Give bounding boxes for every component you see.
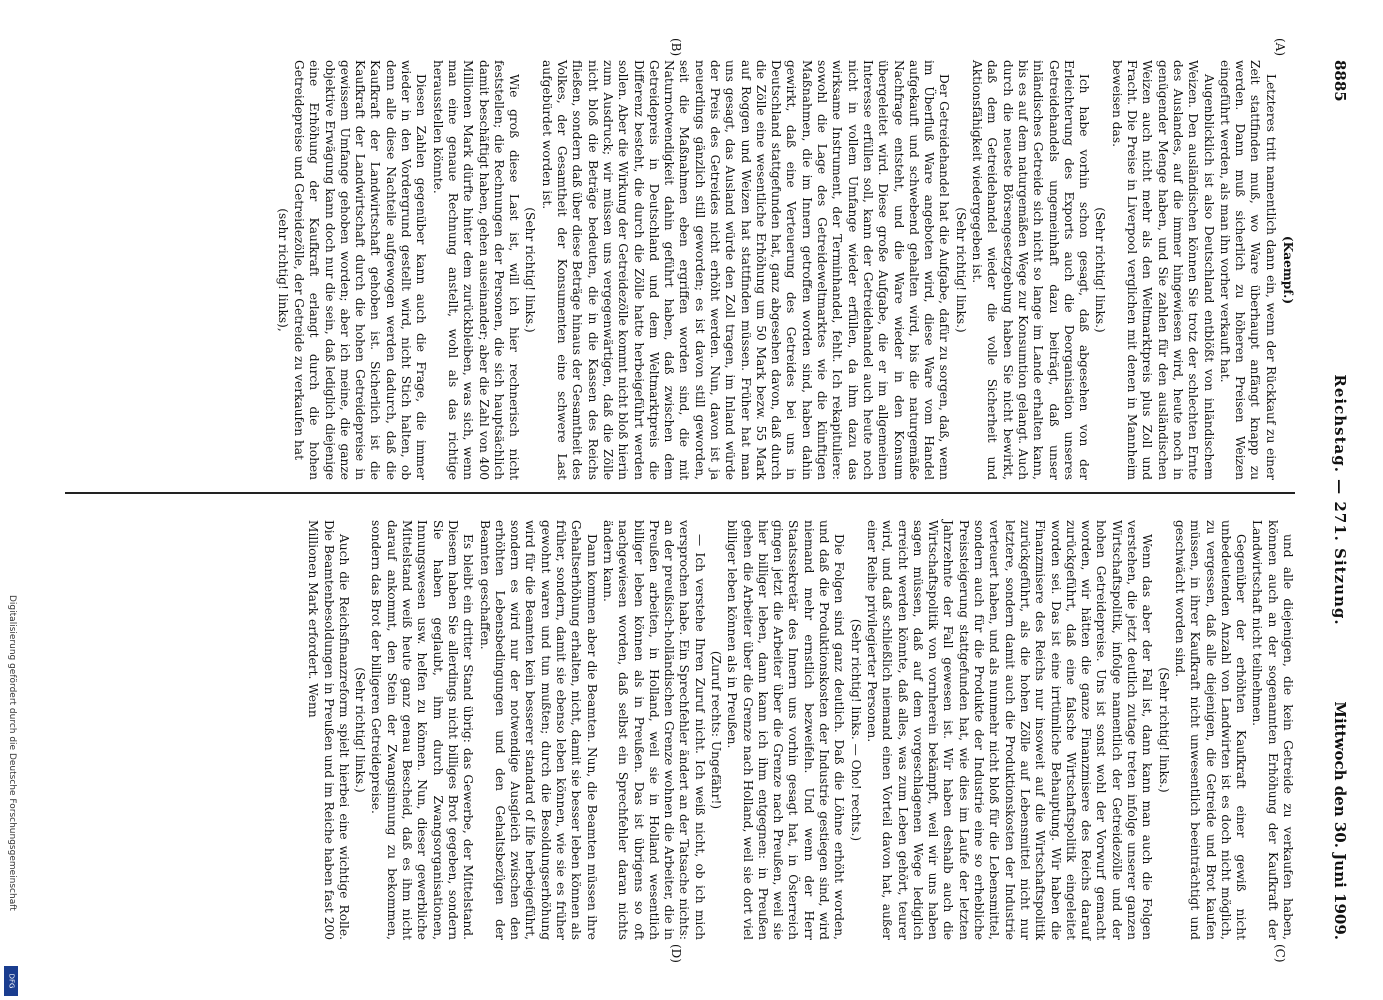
paragraph: Ich habe vorhin schon gesagt, daß abgesehen von der Erleichterung des Exports auch die Deorganisation unseres Getreidehandels ungemeinhaft dazu beiträgt, daß unser inländisches Getreide sich nicht so lange im Lande erhalten kann, bis es auf dem naturgemäßen Wege zur Konsumtion gelangt. Auch durch die neueste Börsengesetzgebung haben Sie nicht bewirkt, daß dem Getreidehandel wieder die volle Sicherheit und Aktionsfähigkeit wiedergegeben ist. [970,60,1092,480]
interjection: (Zuruf rechts: Ungefähr!) [709,650,724,810]
interjection: (sehr richtig! links), [275,208,290,332]
paragraph: Letzteres tritt namentlich dann ein, wenn der Rückkauf zu einer Zeit stattfinden muß, wo Ware überhaupt anfängt knapp zu werden. Dann muß sicherlich zu höheren Preisen Weizen eingeführt werden, als man ihn vorher verkauft hat. [1217,60,1278,480]
paragraph: Der Getreidehandel hat die Aufgabe, dafür zu sorgen, daß, wenn im Überfluß Ware angeboten wird, diese Ware vom Handel aufgekauft und schwebend gehalten wird, bis die naturgemäße Nachfrage entsteht, und die Ware wieder in den Konsum übergeleitet wird. Diese große Aufgabe, die er im allgemeinen Interesse erfüllen soll, kann der Getreidehandel auch heute noch nicht in vollem Umfange wieder erfüllen, da ihm dazu das wirksame Instrument, der Terminhandel, fehlt. Ich rekapituliere: sowohl die Lage des Getreideweltmarktes wie die künftigen Maßnahmen, die im Innern getroffen worden sind, haben dahin gewirkt, daß eine Verteuerung des Getreides bei uns in Deutschland stattgefunden hat, ganz abgesehen davon, daß durch die Zölle eine wesentliche Erhöhung um 50 Mark bezw. 55 Mark auf Roggen und Weizen hat stattfinden müssen. Früher hat man uns gesagt, das Ausland würde den Zoll tragen, im Inland würde der Preis des Getreides nicht erhöht werden. Nun, davon ist ja neuerdings gänzlich still geworden; es ist davon still geworden, seit die Maßnahmen eben ergriffen worden sind, die mit Naturnotwendigkeit dahin geführt haben, daß zwischen dem Getreidepreis in Deutschland und dem Weltmarktpreis die Differenz besteht, die durch die Zölle hatte herbeigeführt werden sollen. Aber die Wirkung der Getreidezölle kommt nicht bloß hierin zum Ausdruck; wir müssen uns vergegenwärtigen, daß die Zölle nicht bloß die Beträge bedeuten, die in die Kassen des Reichs fließen, sondern daß über diese Beträge hinaus der Gesamtheit des Volkes, der Gesamtheit der Konsumenten eine schwere Last aufgebürdet worden ist. [539,60,952,480]
session-title: Reichstag. — 271. Sitzung. [1331,374,1349,626]
interjection: (Sehr richtig! links.) [353,667,368,793]
speaker-name: (Kaempf.) [1281,235,1295,305]
paragraph: Die Folgen sind ganz deutlich. Daß die Löhne erhöht worden, und daß die Produktionskosten der Industrie gestiegen sind, wird niemand mehr ernstlich bezweifeln. Und wenn der Herr Staatssekretär des Innern uns vorhin gesagt hat, in Österreich gingen jetzt die Arbeiter über die Grenze nach Preußen, weil sie hier billiger leben, dann kann ich ihm entgegnen: in Preußen gehen die Arbeiter über die Grenze nach Holland, weil sie dort viel billiger leben können als in Preußen. [725,520,847,940]
paragraph: und alle diejenigen, die kein Getreide zu verkaufen haben, können auch an der sogenannten Erhöhung der Kaufkraft der Landwirtschaft nicht teilnehmen. [1250,520,1295,940]
paragraph: Gegenüber der erhöhten Kaufkraft einer gewiß nicht unbedeutenden Anzahl von Landwirten ist es doch nicht möglich, zu vergessen, daß alle diejenigen, die Getreide und Brot kaufen müssen, in ihrer Kaufkraft nicht unwesentlich beeinträchtigt und geschwächt worden sind. [1172,520,1249,940]
page-header [1319,60,1355,940]
interjection: (Sehr richtig! links.) [523,207,538,333]
paragraph: Auch die Reichsfinanzreform spielt hierbei eine wichtige Rolle. Die Beamtenbesoldungen in Preußen und im Reiche haben fast 200 Millionen Mark erfordert. Wenn [306,520,351,940]
paragraph: Augenblicklich ist also Deutschland entblößt von inländischem Weizen. Den ausländischen können Sie trotz der schlechten Ernte des Auslandes, auf die immer hingewiesen wird, heute noch in genügender Menge haben, und Sie zahlen für den ausländischen Weizen auch nicht mehr als den Weltmarktpreis plus Zoll und Fracht. Die Preise in Liverpool verglichen mit denen in Mannheim beweisen das. [1109,60,1216,480]
margin-marker-a: (A) [1273,38,1287,57]
digitization-footnote: Digitalisierung gefördert durch die Deutsche Forschungsgemeinschaft [7,595,17,911]
margin-marker-d: (D) [669,944,683,963]
interjection: (Sehr richtig! links.) [1156,667,1171,793]
left-text-column [273,60,1295,480]
column-divider [65,492,1295,494]
interjection: (Sehr richtig! links. — Oho! rechts.) [848,618,863,842]
session-date: Mittwoch den 30. Juni 1909. [1331,701,1349,940]
paragraph: — Ich verstehe Ihren Zuruf nicht. Ich weiß nicht, ob ich mich versprochen habe. Ein Sprechfehler ändert an der Tatsache nichts: an der preußisch-holländischen Grenze wohnen die Arbeiter, die in Preußen arbeiten, in Holland, weil sie in Holland wesentlich billiger leben können als in Preußen. Das ist übrigens so oft nachgewiesen worden, daß selbst ein Sprechfehler daran nichts ändern kann. [600,520,707,940]
paragraph: Wenn das aber der Fall ist, dann kann man auch die Folgen verstehen, die jetzt deutlich zutage treten infolge unserer ganzen Wirtschaftspolitik, infolge namentlich der Getreidezölle und der hohen Getreidepreise. Uns ist sonst wohl der Vorwurf gemacht worden, wir hätten die ganze Finanzmisere des Reichs darauf zurückgeführt, daß eine falsche Wirtschaftspolitik eingeleitet worden sei. Das ist eine irrtümliche Behauptung. Wir haben die Finanzmisere des Reichs nur insoweit auf die Wirtschaftspolitik zurückgeführt, als die hohen Zölle auf Lebensmittel nicht nur letztere, sondern damit auch die Produktionskosten der Industrie verteuert haben, und als nunmehr nicht bloß für die Lebensmittel, sondern auch für die Produkte der Industrie eine so erhebliche Preissteigerung stattgefunden hat, wie dies im Laufe der letzten Jahrzehnte der Fall gewesen ist. Wir haben deshalb auch die Wirtschaftspolitik von vornherein bekämpft, weil wir uns haben sagen müssen, daß auf dem vorgeschlagenen Wege lediglich erreicht werden könnte, daß alles, was zum Leben gehört, teurer wird, und daß schließlich niemand einen Vorteil davon hat, außer einer Reihe privilegierter Personen. [864,520,1155,940]
paragraph: Diesen Zahlen gegenüber kann auch die Frage, die immer wieder in den Vordergrund gestellt wird, nicht Stich halten, ob denn alle diese Nachteile aufgewogen werden dadurch, daß die Kaufkraft der Landwirtschaft gehoben ist. Sicherlich ist die Kaufkraft der Landwirtschaft durch die hohen Getreidepreise in gewissem Umfange gehoben worden; aber ich meine, die ganze objektive Erwägung kann doch nur die sein, daß lediglich diejenige eine Erhöhung der Kaufkraft erlangt durch die hohen Getreidepreise und Getreidezölle, der Getreide zu verkaufen hat [292,60,429,480]
right-text-column [304,520,1295,940]
margin-marker-c: (C) [1273,944,1287,963]
dfg-logo: DFG [4,966,18,996]
paragraph: Wie groß diese Last ist, will ich hier rechnerisch nicht feststellen; die Rechnungen der Personen, die sich hauptsächlich damit beschäftigt haben, gehen auseinander; aber die Zahl von 400 Millionen Mark dürfte hinter dem zurückbleiben, was sich, wenn man eine genaue Rechnung anstellt, wohl als das richtige herausstellen könnte. [430,60,522,480]
page-number: 8885 [1331,60,1349,102]
paragraph: Dann kommen aber die Beamten. Nun, die Beamten müssen ihre Gehaltserhöhung erhalten, nicht, damit sie besser leben können als früher, sondern, damit sie ebenso leben können, wie sie es früher gewohnt waren und tun mußten; durch die Besoldungserhöhung wird für die Beamten kein besserer standard of life herbeigeführt, sondern es wird nur der notwendige Ausgleich zwischen den erhöhten Lebensbedingungen und den Gehaltsbezügen der Beamten geschaffen. [477,520,599,940]
interjection: (Sehr richtig! links.) [953,207,968,333]
margin-marker-b: (B) [669,38,683,57]
paragraph: Es bleibt ein dritter Stand übrig: das Gewerbe, der Mittelstand. Diesem haben Sie allerdings nicht billiges Brot gegeben, sondern Sie haben geglaubt, ihm durch Zwangsorganisationen, Innungswesen usw. helfen zu können. Nun, dieser gewerbliche Mittelstand weiß heute ganz genau Bescheid, daß es ihm nicht darauf ankommt, den Stein der Zwangsinnung zu bekommen, sondern das Brot der billigeren Getreidepreise. [369,520,476,940]
interjection: (Sehr richtig! links.) [1093,207,1108,333]
